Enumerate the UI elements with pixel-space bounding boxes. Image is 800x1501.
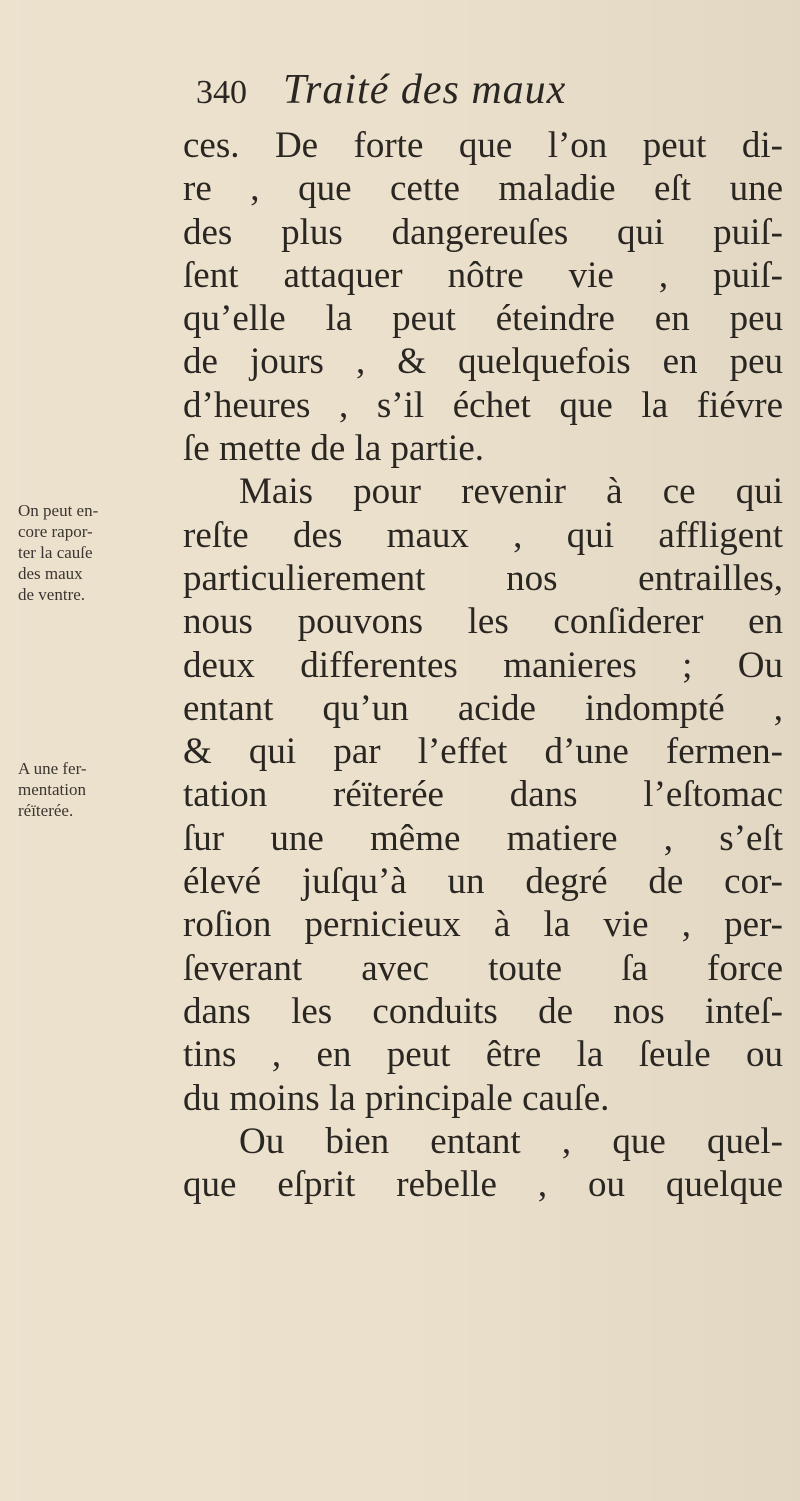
- margin-note: [18, 758, 148, 821]
- text-line: Mais pour revenir à ce qui: [239, 471, 783, 513]
- text-line: roſion pernicieux à la vie , per-: [183, 904, 783, 946]
- text-line: particulierement nos entrailles,: [183, 557, 783, 599]
- text-line: que eſprit rebelle , ou quelque: [183, 1164, 783, 1206]
- text-line: dans les conduits de nos inteſ-: [183, 990, 783, 1032]
- margin-note-line: On peut en-: [18, 501, 99, 520]
- text-line: ſent attaquer nôtre vie , puiſ-: [183, 254, 783, 296]
- text-line: entant qu’un acide indompté ,: [183, 687, 783, 729]
- text-line: reſte des maux , qui affligent: [183, 514, 783, 556]
- text-line: ſe mette de la partie.: [183, 428, 484, 470]
- text-line: du moins la principale cauſe.: [183, 1077, 610, 1119]
- text-line: élevé juſqu’à un degré de cor-: [183, 861, 783, 903]
- margin-note-line: A une fer-: [18, 759, 87, 778]
- margin-note-line: des maux: [18, 564, 83, 583]
- text-line: nous pouvons les conſiderer en: [183, 601, 783, 643]
- margin-note: [18, 500, 148, 605]
- text-line: ſur une même matiere , s’eſt: [183, 817, 783, 859]
- text-line: de jours , & quelquefois en peu: [183, 341, 783, 383]
- text-line: d’heures , s’il échet que la fiévre: [183, 384, 783, 426]
- page-header: [196, 66, 566, 118]
- page-number: 340: [196, 74, 247, 111]
- text-line: ſeverant avec toute ſa force: [183, 947, 783, 989]
- text-line: tation réïterée dans l’eſtomac: [183, 774, 783, 816]
- text-line: Ou bien entant , que quel-: [239, 1120, 783, 1162]
- margin-note-line: de ventre.: [18, 585, 86, 604]
- text-line: re , que cette maladie eſt une: [183, 168, 783, 210]
- text-line: qu’elle la peut éteindre en peu: [183, 298, 783, 340]
- margin-note-line: ter la cauſe: [18, 543, 93, 562]
- margin-note-line: core rapor-: [18, 522, 93, 541]
- running-title: Traité des maux: [283, 67, 567, 113]
- margin-note-line: réïterée.: [18, 801, 74, 820]
- text-line: deux differentes manieres ; Ou: [183, 644, 783, 686]
- text-line: des plus dangereuſes qui puiſ-: [183, 211, 783, 253]
- body-text: [183, 124, 783, 1206]
- text-line: tins , en peut être la ſeule ou: [183, 1034, 783, 1076]
- text-line: ces. De forte que l’on peut di-: [183, 125, 783, 166]
- margin-note-line: mentation: [18, 780, 86, 799]
- text-line: & qui par l’effet d’une fermen-: [183, 731, 783, 773]
